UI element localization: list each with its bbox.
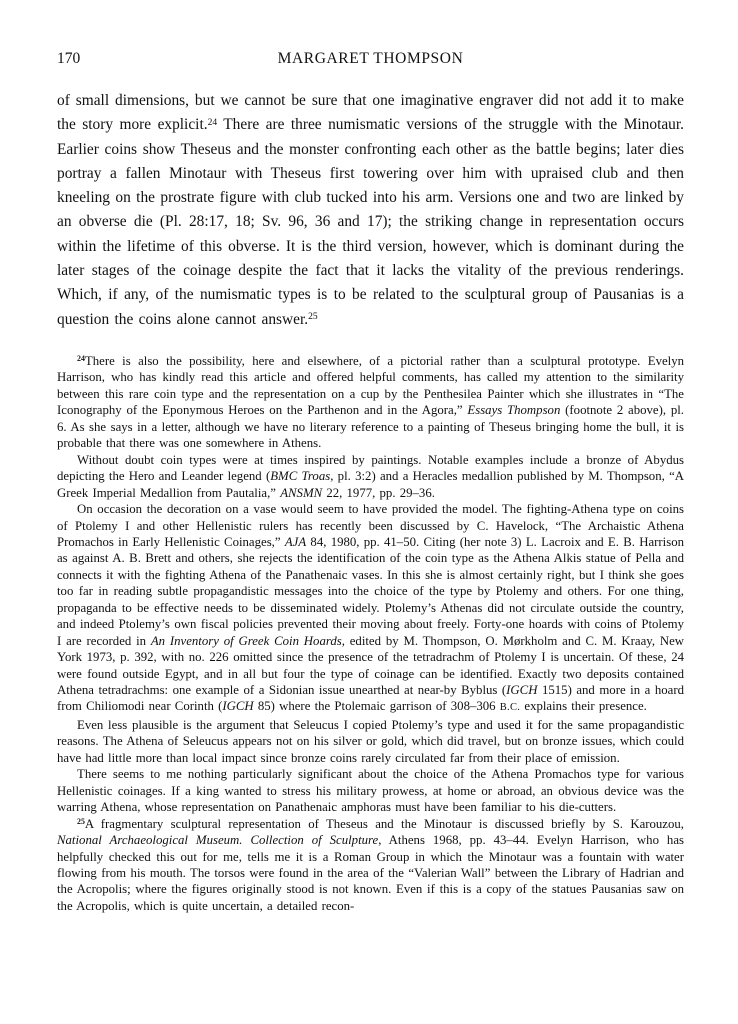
footnote-ref: 25 (77, 817, 85, 827)
running-head: MARGARET THOMPSON (277, 50, 464, 67)
text-segment: There is also the possibility, here and elsewhere, of a pictorial rather than a sculptural prototype. Evelyn Harrison, who has kindly read this article and offered helpful comments, has called my attention to the similarity between this rare coin type and the representation on a cup by the Penthesilea Painter which she illustrates in “The Iconography of the Eponymous Heroes on the Parthenon and in the Agora,” (57, 353, 684, 418)
text-segment: (footnote 2 above), pl. 6. As she says in a letter, although we have no literary reference to a painting of Theseus bringing home the bull, it is probable that there was one somewhere in Athens. (57, 403, 684, 451)
text-segment: There are three numismatic versions of the struggle with the Minotaur. Earlier coins show Theseus and the monster confronting each other as the battle begins; later dies portray a fallen Minotaur with Theseus first towering over him with upraised club and then kneeling on the prostrate figure with club tucked into his arm. Versions one and two are linked by an obverse die (Pl. 28:17, 18; Sv. 96, 36 and 17); the striking change in representation occurs within the lifetime of this obverse. It is the third version, however, which is dominant during the later stages of the coinage despite the fact that it lacks the vitality of the previous renderings. Which, if any, of the numismatic types is to be related to the sculptural group of Pausanias is a question the coins alone cannot answer. (57, 116, 684, 328)
text-segment: There seems to me nothing particularly significant about the choice of the Athena Promachos type for various Hellenistic coinages. If a king wanted to stress his military prowess, at home or abroad, an obvious device was the warring Athena, whose representation on Panathenaic amphoras must have been familiar to his die-cutters. (57, 767, 684, 815)
text-segment: 22, 1977, pp. 29–36. (322, 485, 435, 500)
text-segment: , pl. 3:2) and a Heracles medallion published by M. Thompson, “A Greek Imperial Medallion from Pautalia,” (57, 469, 684, 500)
footnotes-section (57, 353, 684, 914)
text-segment: IGCH (506, 683, 538, 698)
text-segment: BMC Troas (270, 469, 331, 484)
main-text-block (57, 89, 684, 332)
footnote-ref: 25 (308, 311, 318, 323)
text-segment: Even less plausible is the argument that Seleucus I copied Ptolemy’s type and used it for the same propagandistic reasons. The Athena of Seleucus appears not on his silver or gold, which did travel, but on bronze issues, which could have had little more than local impact since bronze coins rarely circulated far from their place of emission. (57, 717, 684, 765)
text-segment: Essays Thompson (467, 403, 561, 418)
footnote-25-paragraph-1 (57, 816, 684, 915)
footnote-ref: 24 (77, 354, 85, 364)
footnote-24-paragraph-5 (57, 766, 684, 815)
text-segment: 1515) and more in a hoard from Chiliomodi near Corinth ( (57, 683, 684, 714)
text-segment: A fragmentary sculptural representation of Theseus and the Minotaur is discussed briefly by S. Karouzou, (84, 816, 684, 831)
text-segment: ANSMN (280, 485, 323, 500)
text-segment: 84, 1980, pp. 41–50. Citing (her note 3) L. Lacroix and E. B. Harrison as against A. B. Brett and others, she rejects the identification of the coin type as the Athena Alkis statue of Pella and connects it with the fighting Athena of the Panathenaic vases. In this she is almost certainly right, but I think she goes too far in reading subtle propagandistic messages into the choice of the type by Ptolemy and others. For one thing, propaganda to be effective needs to be disseminated widely. Ptolemy’s Athenas did not circulate outside the country, and indeed Ptolemy’s own fiscal policies prevented their moving about freely. Forty-one hoards with coins of Ptolemy I are recorded in (57, 534, 684, 648)
text-segment: explains their presence. (520, 699, 647, 714)
text-segment: , edited by M. Thompson, O. Mørkholm and C. M. Kraay, New York 1973, p. 392, with no. 226 omitted since the presence of the tetradrachm of Ptolemy I is uncertain. Of these, 24 were found outside Egypt, and in all but four the type of coinage can be identified. Exactly two deposits contained Athena tetradrachms: one example of a Sidonian issue unearthed at near-by Byblus ( (57, 633, 684, 698)
footnote-24-paragraph-2 (57, 452, 684, 501)
text-segment: 85) where the Ptolemaic garrison of 308–306 (253, 699, 500, 714)
text-segment: AJA (284, 534, 307, 549)
footnote-24-paragraph-1 (57, 353, 684, 452)
text-segment: of small dimensions, but we cannot be sure that one imaginative engraver did not add it to make the story more explicit. (57, 92, 684, 134)
footnote-ref: 24 (207, 117, 218, 129)
text-segment: B.C. (499, 702, 521, 714)
text-segment: Without doubt coin types were at times inspired by paintings. Notable examples include a bronze of Abydus depicting the Hero and Leander legend ( (57, 452, 684, 484)
body-paragraph (57, 89, 684, 332)
page-number: 170 (57, 50, 81, 67)
text-segment: National Archaeological Museum. Collection of Sculpture (57, 833, 379, 848)
text-segment: An Inventory of Greek Coin Hoards (150, 633, 342, 648)
footnote-24-paragraph-3 (57, 501, 684, 717)
text-segment: , Athens 1968, pp. 43–44. Evelyn Harrison, who has helpfully checked this out for me, tells me it is a Roman Group in which the Minotaur was a fountain with water flowing from his mouth. The torsos were found in the area of the “Valerian Wall” between the Library of Hadrian and the Acropolis; where the figures originally stood is not known. Even if this is a copy of the statues Pausanias saw on the Acropolis, which is quite uncertain, a detailed recon- (57, 833, 684, 913)
footnote-24-paragraph-4 (57, 717, 684, 766)
text-segment: IGCH (222, 699, 254, 714)
page-header (57, 50, 684, 68)
text-segment: On occasion the decoration on a vase would seem to have provided the model. The fighting-Athena type on coins of Ptolemy I and other Hellenistic rulers has recently been discussed by C. Havelock, “The Archaistic Athena Promachos in Early Hellenistic Coinages,” (57, 502, 684, 549)
